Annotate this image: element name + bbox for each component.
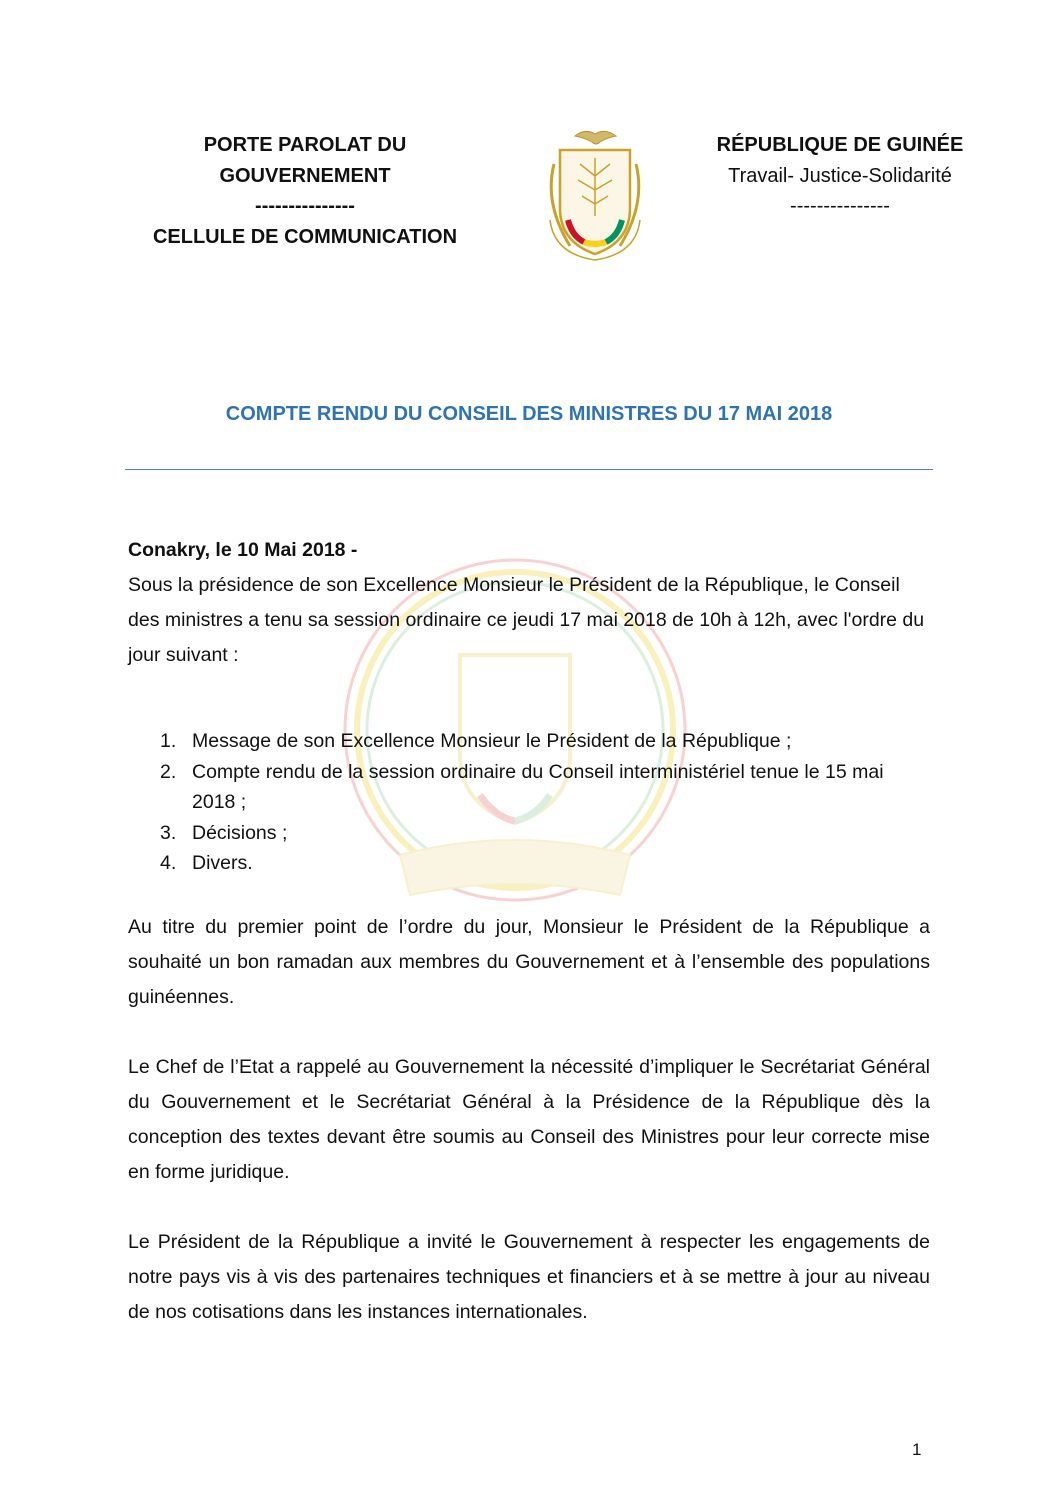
agenda-text: Décisions ; bbox=[192, 821, 288, 844]
issuer-divider: --------------- bbox=[255, 195, 355, 217]
document-title: COMPTE RENDU DU CONSEIL DES MINISTRES DU 17 MAI 2018 bbox=[225, 403, 833, 425]
title-underline bbox=[125, 469, 933, 470]
agenda-text: Message de son Excellence Monsieur le Président de la République ; bbox=[192, 730, 792, 752]
republic-divider: --------------- bbox=[790, 195, 890, 217]
agenda-list bbox=[128, 726, 930, 879]
paragraph-2: Le Chef de l’Etat a rappelé au Gouvernement la nécessité d’impliquer le Secrétariat Général du Gouvernement et le Secrétariat Général à la Présidence de la République dès la conception des textes devant être soumis au Conseil des Ministres pour leur correcte mise en forme juridique. bbox=[128, 1056, 930, 1183]
agenda-number: 1. bbox=[160, 730, 177, 752]
guinea-coat-of-arms-icon bbox=[530, 124, 660, 264]
agenda-text: Divers. bbox=[192, 852, 253, 874]
republic-motto: Travail- Justice-Solidarité bbox=[728, 164, 952, 187]
agenda-item bbox=[128, 818, 930, 849]
agenda-number: 3. bbox=[160, 821, 177, 844]
agenda-item bbox=[128, 757, 930, 818]
issuer-line-2: GOUVERNEMENT bbox=[219, 164, 391, 187]
intro-paragraph: Sous la présidence de son Excellence Monsieur le Président de la République, le Conseil des ministres a tenu sa session ordinaire ce jeudi 17 mai 2018 de 10h à 12h, avec l'ordre du jour suivant : bbox=[128, 574, 925, 666]
agenda-item bbox=[128, 848, 930, 879]
agenda-number: 2. bbox=[160, 760, 177, 783]
page-number: 1 bbox=[912, 1440, 922, 1459]
agenda-item bbox=[128, 726, 930, 757]
issuer-block bbox=[115, 130, 495, 252]
dateline: Conakry, le 10 Mai 2018 - bbox=[128, 539, 358, 561]
agenda-number: 4. bbox=[160, 852, 177, 874]
intro-section bbox=[128, 533, 930, 673]
republic-block bbox=[680, 130, 1000, 222]
issuer-line-1: PORTE PAROLAT DU bbox=[203, 134, 407, 156]
republic-name: RÉPUBLIQUE DE GUINÉE bbox=[716, 134, 964, 156]
paragraph-3: Le Président de la République a invité le Gouvernement à respecter les engagements de notre pays vis à vis des partenaires techniques et financiers et à se mettre à jour au niveau de nos cotisations dans les instances internationales. bbox=[128, 1231, 930, 1323]
paragraph-1: Au titre du premier point de l’ordre du jour, Monsieur le Président de la République a souhaité un bon ramadan aux membres du Gouvernement et à l’ensemble des populations guinéennes. bbox=[128, 916, 930, 1008]
issuer-line-3: CELLULE DE COMMUNICATION bbox=[152, 225, 458, 248]
agenda-text: Compte rendu de la session ordinaire du Conseil interministériel tenue le 15 mai 2018 ; bbox=[192, 760, 884, 813]
